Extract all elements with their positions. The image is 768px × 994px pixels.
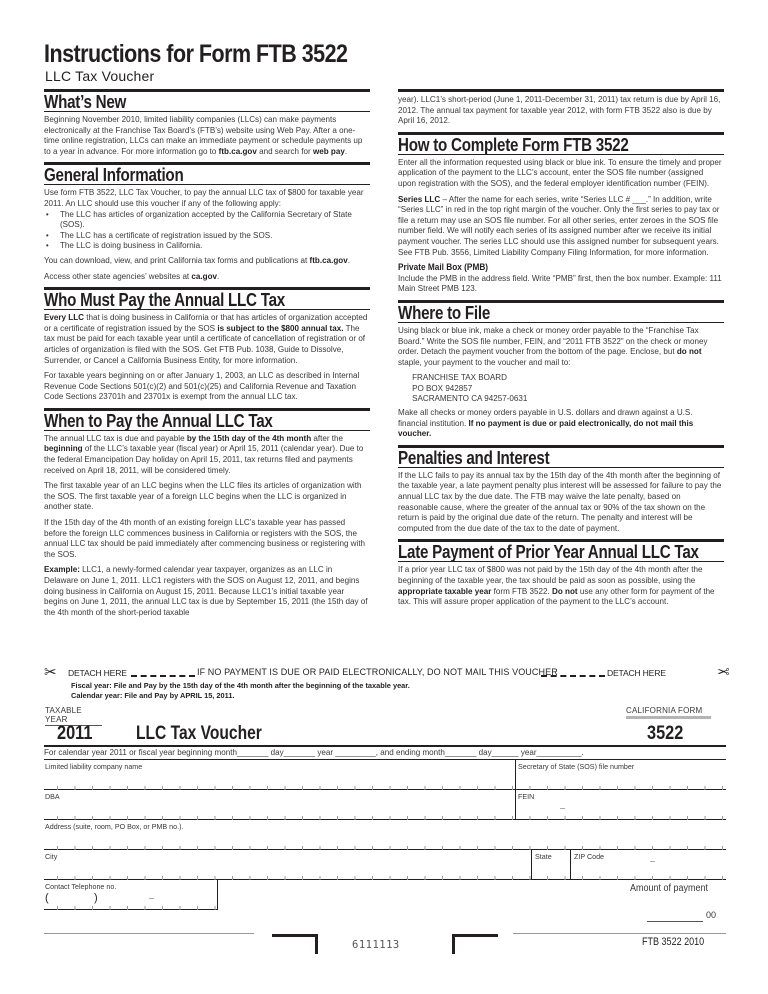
sos-number-label: Secretary of State (SOS) file number — [518, 762, 635, 771]
page-subtitle: LLC Tax Voucher — [45, 68, 155, 84]
contact-phone-field[interactable] — [44, 880, 218, 910]
phone-separator — [149, 898, 154, 899]
divider — [570, 850, 571, 880]
california-form-label: CALIFORNIA FORM — [626, 706, 711, 719]
general-info-bullets — [44, 209, 368, 251]
dba-label: DBA — [45, 792, 60, 801]
detach-line — [44, 664, 730, 681]
web-pay-link[interactable]: web pay — [312, 145, 345, 156]
left-column — [44, 85, 370, 617]
general-info-intro: Use form FTB 3522, LLC Tax Voucher, to pay the annual LLC tax of $800 for taxable year 2011. An LLC should use this voucher if any of the following apply: — [44, 187, 364, 208]
state-label: State — [535, 852, 552, 861]
scan-corner-mark — [272, 934, 318, 954]
section-heading-when-to-pay: When to Pay the Annual LLC Tax — [44, 408, 370, 431]
address-label: Address (suite, room, PO Box, or PMB no.). — [45, 822, 184, 831]
list-item: • The LLC has articles of organization accepted by the California Secretary of State (SOS). — [44, 209, 368, 230]
divider — [398, 89, 724, 92]
ca-gov-link[interactable]: ca.gov — [191, 270, 218, 281]
section-heading-where-to-file: Where to File — [398, 300, 724, 323]
series-llc-text: Series LLC – After the name for each series, write “Series LLC # ___.” In addition, write “Series LLC” in red in the top right margin of the voucher. Only the first series to pay tax or file a return may use an SOS file number. For all other series, enter zeroes in the SOS file number field. We will notify each series of its assigned number after we receive its initial payment voucher. The series LLC should use this assigned number for subsequent years. See FTB Pub. 3556, Limited Liability Company Filing Information, for more information. — [398, 193, 720, 257]
amount-cents: 00 — [706, 910, 717, 920]
dba-row — [44, 790, 726, 820]
scanline-number: 6111113 — [352, 939, 400, 951]
fiscal-year-line[interactable]: For calendar year 2011 or fiscal year beginning month_______ day_______ year _________, and ending month_______ day______ year__________. — [44, 745, 726, 760]
phone-open-paren: ( — [45, 892, 49, 904]
example-continued-text: year). LLC1’s short-period (June 1, 2011-December 31, 2011) tax return is due by April 16, 2012. The annual tax payment for taxable year 2012, with form FTB 3522 also is due by April 16, 2012. — [398, 94, 721, 126]
payment-currency-text: Make all checks or money orders payable in U.S. dollars and drawn against a U.S. financial institution. If no payment is due or paid electronically, do not mail this voucher. — [398, 407, 694, 439]
section-heading-late-payment: Late Payment of Prior Year Annual LLC Tax — [398, 539, 724, 562]
first-taxable-year-text: The first taxable year of an LLC begins when the LLC files its articles of organization with the SOS. The first taxable year of a foreign LLC begins when the LLC is organized in another state. — [44, 480, 362, 512]
city-label: City — [45, 852, 58, 861]
how-to-complete-text: Enter all the information requested using black or blue ink. To ensure the timely and proper application of the payment to the LLC’s account, enter the SOS file number (assigned upon registration with the SOS), and the federal employer identification number (FEIN). — [398, 156, 722, 188]
scan-corner-mark — [452, 934, 498, 954]
llc-name-row — [44, 760, 726, 790]
dashed-line — [541, 675, 605, 677]
footer-form-id: FTB 3522 2010 — [642, 936, 705, 948]
fein-separator — [560, 808, 565, 809]
dashed-line — [131, 675, 195, 677]
section-heading-penalties: Penalties and Interest — [398, 445, 724, 468]
pmb-heading: Private Mail Box (PMB) — [398, 262, 489, 273]
zip-label: ZIP Code — [574, 852, 605, 861]
detach-here-right: DETACH HERE — [607, 668, 666, 678]
amount-label: Amount of payment — [630, 883, 709, 894]
voucher-form-number: 3522 — [647, 723, 684, 744]
section-heading-general-information: General Information — [44, 162, 370, 185]
phone-label: Contact Telephone no. — [45, 882, 117, 891]
divider — [515, 760, 516, 820]
penalties-text: If the LLC fails to pay its annual tax by the 15th day of the 4th month after the beginning of the taxable year, a late payment penalty plus interest will be assessed for failure to pay the annual LLC tax by the due date. The FTB may waive the late penalty, based on reasonable cause, where the greater of the annual tax or 90% of the tax shown on the return is paid by the original due date of the return. The penalty and interest will be computed from the due date of the tax to the date of payment. — [398, 469, 722, 533]
voucher-year: 2011 — [57, 723, 93, 744]
example-text: Example: LLC1, a newly-formed calendar year taxpayer, organizes as an LLC in Delaware on June 1, 2011. LLC1 registers with the SOS on August 12, 2011, and begins doing business in California on August 15, 2011. Because LLC1’s initial taxable year begins on June 1, 2011, the annual LLC tax is due by September 15, 2011 (the 15th day of the 4th month of the short-period taxable — [44, 564, 368, 617]
page-title: Instructions for Form FTB 3522 — [44, 40, 348, 68]
where-to-file-text: Using black or blue ink, make a check or money order payable to the “Franchise Tax Board.” Write the SOS file number, FEIN, and “2011 FTB 3522” on the check or money order. Detach the payment voucher from the bottom of the page. Enclose, but do not staple, your payment to the voucher and mail to: — [398, 324, 708, 367]
amount-of-payment-field[interactable] — [647, 919, 703, 922]
ftb-link[interactable]: ftb.ca.gov — [218, 145, 257, 156]
ftb-link[interactable]: ftb.ca.gov — [309, 254, 348, 265]
voucher-title: LLC Tax Voucher — [136, 723, 262, 744]
city-row — [44, 850, 726, 880]
phone-ticks — [44, 906, 216, 910]
llc-name-label: Limited liability company name — [45, 762, 143, 771]
pmb-text: Include the PMB in the address field. Write “PMB” first, then the box number. Example: 111 Main Street PMB 123. — [398, 272, 722, 294]
when-to-pay-text: The annual LLC tax is due and payable by the 15th day of the 4th month after the beginning of the LLC’s taxable year (fiscal year) or April 15, 2011 (calendar year). Due to the federal Emancipation Day holiday on April 15, 2011, tax returns filed and payments received on April 18, 2011, will be considered timely. — [44, 432, 364, 475]
address-row — [44, 820, 726, 850]
due-date-notes: Fiscal year: File and Pay by the 15th day of the 4th month after the beginning of the taxable year. Calendar year: File and Pay by APRIL 15, 2011. — [71, 681, 410, 700]
download-text: You can download, view, and print California tax forms and publications at ftb.ca.gov. — [44, 254, 350, 265]
exempt-text: For taxable years beginning on or after January 1, 2003, an LLC as described in Internal Revenue Code Sections 501(c)(2) and 501(c)(25) and California Revenue and Taxation Code Sections 23701h and 23701x is exempt from the annual LLC tax. — [44, 370, 360, 402]
fein-label: FEIN — [518, 792, 535, 801]
no-payment-warning: IF NO PAYMENT IS DUE OR PAID ELECTRONICALLY, DO NOT MAIL THIS VOUCHER — [197, 667, 558, 677]
zip-separator — [650, 861, 655, 862]
list-item: • The LLC has a certificate of registration issued by the SOS. — [44, 230, 368, 241]
divider — [44, 933, 254, 934]
who-must-pay-text: Every LLC that is doing business in California or that has articles of organization accepted or a certificate of registration issued by the SOS is subject to the $800 annual tax. The tax must be paid for each taxable year until a certificate of cancellation of registration or of articles of organization is filed with the SOS. Get FTB Pub. 1038, Guide to Dissolve, Surrender, or Cancel a California Business Entity, for more information. — [44, 312, 368, 365]
section-heading-how-to-complete: How to Complete Form FTB 3522 — [398, 132, 724, 155]
late-payment-text: If a prior year LLC tax of $800 was not paid by the 15th day of the 4th month after the beginning of the taxable year, the tax should be paid as soon as possible, using the appropriate taxable year form FTB 3522. Do not use any other form for payment of the tax. This will assure proper application of the payment to the LLC’s account. — [398, 564, 715, 607]
whats-new-text: Beginning November 2010, limited liability companies (LLCs) can make payments electronically at the Franchise Tax Board’s (FTB’s) website using Web Pay. After a one-time online registration, LLCs can make an immediate payment or schedule payments up to a year in advance. For more information go to ftb.ca.gov and search for web pay. — [44, 114, 363, 156]
taxable-year-label: TAXABLE YEAR — [45, 706, 102, 726]
divider — [531, 850, 532, 880]
detach-here-left: DETACH HERE — [68, 668, 127, 678]
right-column — [398, 85, 724, 607]
list-item: • The LLC is doing business in California. — [44, 240, 368, 251]
section-heading-who-must-pay: Who Must Pay the Annual LLC Tax — [44, 287, 370, 310]
access-text: Access other state agencies’ websites at ca.gov. — [44, 270, 220, 281]
divider — [513, 933, 726, 934]
scissors-icon: ✂ — [44, 664, 57, 681]
mailing-address: FRANCHISE TAX BOARD PO BOX 942857 SACRAMENTO CA 94257-0631 — [412, 372, 528, 404]
scissors-icon: ✂ — [717, 664, 730, 681]
phone-close-paren: ) — [94, 892, 98, 904]
section-heading-whats-new: What’s New — [44, 89, 370, 112]
foreign-llc-text: If the 15th day of the 4th month of an existing foreign LLC’s taxable year has passed before the foreign LLC commences business in California or registers with the SOS, the annual LLC tax should be paid immediately after commencing business or registering with the SOS. — [44, 517, 366, 559]
